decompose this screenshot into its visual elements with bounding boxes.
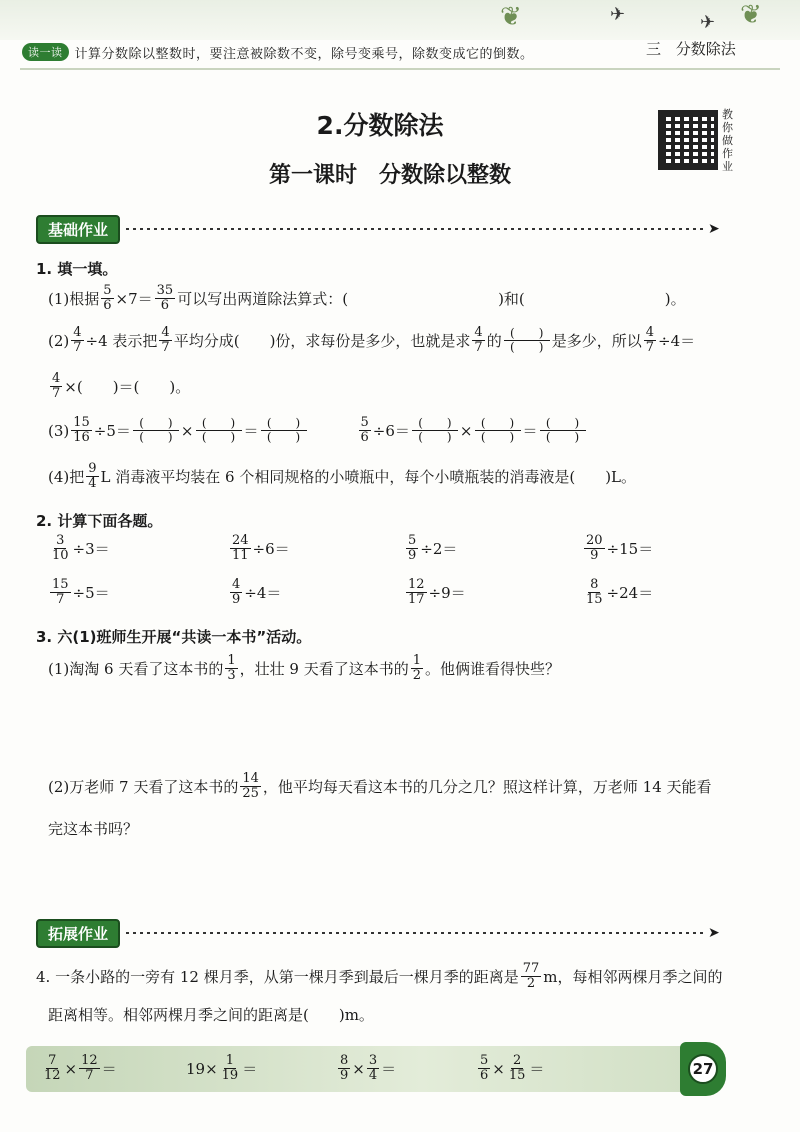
question-3-heading: 3. 六(1)班师生开展“共读一本书”活动。 <box>36 628 312 646</box>
fraction: $\frac{5}{6}$ <box>103 283 112 313</box>
text: )。 <box>664 290 686 308</box>
text: 的 <box>486 332 502 350</box>
header-decoration <box>0 0 800 40</box>
page-title: 2.分数除法 <box>316 111 444 140</box>
footer-calc-item[interactable]: $\frac{8}{9}$ × $\frac{3}{4}$ ＝ <box>340 1053 397 1083</box>
question-4-continued <box>48 1004 374 1025</box>
text: (1)淘淘 6 天看了这本书的 <box>48 660 224 678</box>
qr-label: 教你做作业 <box>722 108 733 173</box>
text: ×7＝ <box>115 290 153 308</box>
fraction: $\frac{9}{4}$ <box>88 461 97 491</box>
answer-fraction-blank[interactable]: ( ) ( ) <box>475 417 521 444</box>
calc-item[interactable]: $\frac{24}{11}$ ÷6＝ <box>232 533 290 563</box>
text: (2)万老师 7 天看了这本书的 <box>48 778 239 796</box>
text: L 消毒液平均装在 6 个相同规格的小喷瓶中，每个小喷瓶装的消毒液是( <box>100 468 576 486</box>
chapter-number: 三 <box>646 40 662 58</box>
footer-practice-strip <box>26 1046 686 1092</box>
text: 4. 一条小路的一旁有 12 棵月季，从第一棵月季到最后一棵月季的距离是 <box>36 968 519 986</box>
text: ＝ <box>522 422 538 440</box>
calc-item[interactable]: $\frac{20}{9}$ ÷15＝ <box>586 533 654 563</box>
text: 是多少，所以 <box>551 332 642 350</box>
fraction: $\frac{4}{7}$ <box>73 325 82 355</box>
section-basic-tag: 基础作业 <box>36 215 120 244</box>
text: × <box>459 421 473 440</box>
section-extend-header <box>36 920 720 946</box>
fraction: $\frac{1}{2}$ <box>412 653 421 683</box>
answer-fraction-blank[interactable]: ( ) ( ) <box>261 417 307 444</box>
fraction: $\frac{1}{3}$ <box>227 653 236 683</box>
text: )＝( <box>112 378 140 396</box>
text: × <box>180 421 194 440</box>
fraction: $\frac{35}{6}$ <box>156 283 174 313</box>
text: (3) <box>48 421 70 440</box>
fraction: $\frac{4}{7}$ <box>52 371 61 401</box>
text: )份，求每份是多少，也就是求 <box>269 332 471 350</box>
text: )和( <box>498 290 525 308</box>
footer-calc-item[interactable]: $\frac{5}{6}$ × $\frac{2}{15}$ ＝ <box>480 1053 545 1083</box>
text: )L。 <box>605 468 637 486</box>
page-number-tab <box>680 1042 726 1096</box>
question-4 <box>36 962 723 991</box>
text: )m。 <box>338 1006 374 1024</box>
answer-fraction-blank[interactable]: ( ) ( ) <box>540 417 586 444</box>
text: ×( <box>64 377 83 396</box>
leaf-icon: ❦ <box>500 2 522 32</box>
calc-item[interactable]: $\frac{12}{17}$ ÷9＝ <box>408 577 466 607</box>
q1-part4 <box>48 462 636 491</box>
fraction: $\frac{77}{2}$ <box>522 961 540 991</box>
text: ，他平均每天看这本书的几分之几？照这样计算，万老师 14 天能看 <box>262 778 712 796</box>
text: (1)根据 <box>48 290 100 308</box>
fraction: $\frac{4}{7}$ <box>161 325 170 355</box>
text: ＝ <box>243 422 259 440</box>
fraction: $\frac{4}{7}$ <box>645 325 655 355</box>
question-2-heading: 2. 计算下面各题。 <box>36 512 163 530</box>
leaf-icon: ❦ <box>740 0 762 30</box>
page-number: 27 <box>688 1054 718 1084</box>
q1-part2 <box>48 326 695 355</box>
arrow-right-icon: ➤ <box>708 925 720 941</box>
tip-badge: 读一读 <box>22 43 69 61</box>
lesson-subtitle: 第一课时 分数除以整数 <box>268 163 511 188</box>
answer-fraction-blank[interactable]: ( ) ( ) <box>133 417 179 444</box>
chapter-label <box>646 38 736 59</box>
fraction: $\frac{14}{25}$ <box>242 771 259 801</box>
text: )。 <box>169 378 191 396</box>
text: (4)把 <box>48 468 85 486</box>
calc-item[interactable]: $\frac{8}{15}$ ÷24＝ <box>586 577 654 607</box>
section-basic-header <box>36 216 720 242</box>
question-1-heading: 1. 填一填。 <box>36 260 118 278</box>
fraction: $\frac{15}{16}$ <box>73 415 90 445</box>
answer-fraction-blank[interactable]: ( ) ( ) <box>196 417 242 444</box>
reading-tip <box>22 42 642 62</box>
q3-part2-continued: 完这本书吗？ <box>48 820 139 838</box>
section-extend-tag: 拓展作业 <box>36 919 120 948</box>
text: 可以写出两道除法算式：( <box>177 290 349 308</box>
text: 平均分成( <box>173 332 240 350</box>
q3-part2 <box>48 772 712 801</box>
q2-row-2 <box>48 578 748 614</box>
fraction: $\frac{4}{7}$ <box>474 325 483 355</box>
dotted-divider <box>126 228 706 230</box>
q1-part3 <box>48 416 588 445</box>
answer-fraction-blank[interactable]: ( ) ( ) <box>412 417 458 444</box>
chapter-name: 分数除法 <box>675 40 736 58</box>
header-divider <box>20 68 780 70</box>
q2-row-1 <box>48 534 748 570</box>
text: 。他俩谁看得快些？ <box>424 660 560 678</box>
bird-icon: ✈ <box>700 12 716 33</box>
bird-icon: ✈ <box>610 4 626 25</box>
calc-item[interactable]: $\frac{15}{7}$ ÷5＝ <box>52 577 110 607</box>
text: ÷6＝ <box>372 422 410 440</box>
footer-calc-item[interactable]: $\frac{7}{12}$ × $\frac{12}{7}$ ＝ <box>44 1053 117 1083</box>
footer-calc-item[interactable]: 19× $\frac{1}{19}$ ＝ <box>186 1053 258 1083</box>
calc-item[interactable]: $\frac{5}{9}$ ÷2＝ <box>408 533 458 563</box>
arrow-right-icon: ➤ <box>708 221 720 237</box>
q1-part1 <box>48 284 686 313</box>
q1-part2-continued <box>48 372 190 401</box>
text: 距离相等。相邻两棵月季之间的距离是( <box>48 1006 309 1024</box>
text: ，壮壮 9 天看了这本书的 <box>239 660 409 678</box>
calc-item[interactable]: $\frac{4}{9}$ ÷4＝ <box>232 577 282 607</box>
q3-part1 <box>48 654 560 683</box>
dotted-divider <box>126 932 706 934</box>
text: m，每相邻两棵月季之间的 <box>543 968 723 986</box>
answer-fraction-blank[interactable]: ( ) ( ) <box>504 327 550 354</box>
fraction: $\frac{5}{6}$ <box>360 415 369 445</box>
text: (2) <box>48 331 70 350</box>
qr-code[interactable] <box>658 110 718 170</box>
text: ÷4 表示把 <box>85 332 158 350</box>
calc-item[interactable]: $\frac{3}{10}$ ÷3＝ <box>52 533 110 563</box>
tip-text: 计算分数除以整数时，要注意被除数不变，除号变乘号，除数变成它的倒数。 <box>74 46 534 62</box>
text: ÷4＝ <box>658 332 696 350</box>
text: ÷5＝ <box>93 422 131 440</box>
